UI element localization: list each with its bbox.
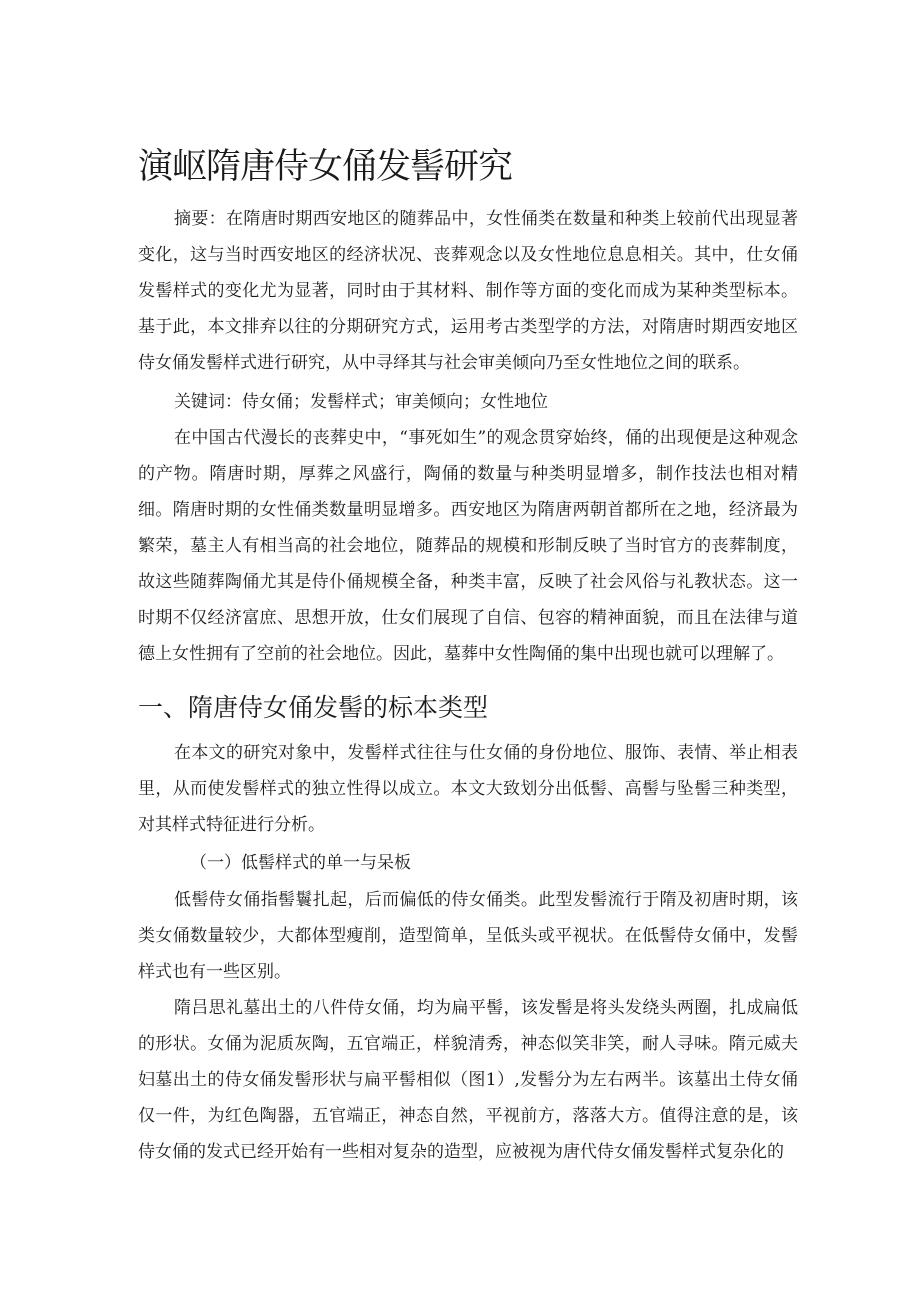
abstract-paragraph: 摘要：在隋唐时期西安地区的随葬品中，女性俑类在数量和种类上较前代出现显著变化，这与当时西安地区的经济状况、丧葬观念以及女性地位息息相关。其中，仕女俑发髻样式的变化尤为显著，同时由于其材料、制作等方面的变化而成为某种类型标本。基于此，本文排弃以往的分期研究方式，运用考古类型学的方法，对隋唐时期西安地区侍女俑发髻样式进行研究，从中寻绎其与社会审美倾向乃至女性地位之间的联系。 (138, 209, 798, 373)
intro-paragraph: 在中国古代漫长的丧葬史中，“事死如生”的观念贯穿始终，俑的出现便是这种观念的产物。隋唐时期，厚葬之风盛行，陶俑的数量与种类明显增多，制作技法也相对精细。隋唐时期的女性俑类数量明显增多。西安地区为隋唐两朝首都所在之地，经济最为繁荣，墓主人有相当高的社会地位，随葬品的规模和形制反映了当时官方的丧葬制度，故这些随葬陶俑尤其是侍仆俑规模全备，种类丰富，反映了社会风俗与礼教状态。这一时期不仅经济富庶、思想开放，仕女们展现了自信、包容的精神面貌，而且在法律与道德上女性拥有了空前的社会地位。因此，墓葬中女性陶俑的集中出现也就可以理解了。 (138, 428, 798, 664)
body-paragraph: 低髻侍女俑指髻鬟扎起，后而偏低的侍女俑类。此型发髻流行于隋及初唐时期，该类女俑数量较少，大都体型瘦削，造型简单，呈低头或平视状。在低髻侍女俑中，发髻样式也有一些区别。 (138, 890, 798, 982)
subsection-heading: （一）低髻样式的单一与呆板 (190, 853, 411, 873)
section-paragraph: 在本文的研究对象中，发髻样式往往与仕女俑的身份地位、服饰、表情、举止相表里，从而使发髻样式的独立性得以成立。本文大致划分出低髻、高髻与坠髻三种类型，对其样式特征进行分析。 (138, 743, 798, 835)
body-paragraph: 隋吕思礼墓出土的八件侍女俑，均为扁平髻，该发髻是将头发绕头两圈，扎成扁低的形状。女俑为泥质灰陶，五官端正，样貌清秀，神态似笑非笑，耐人寻味。隋元威夫妇墓出土的侍女俑发髻形状与扁平髻相似（图1）,发髻分为左右两半。该墓出土侍女俑仅一件，为红色陶器，五官端正，神态自然，平视前方，落落大方。值得注意的是，该侍女俑的发式已经开始有一些相对复杂的造型，应被视为唐代侍女俑发髻样式复杂化的 (138, 998, 798, 1162)
section-heading: 一、隋唐侍女俑发髻的标本类型 (138, 693, 489, 722)
keywords-line: 关键词：侍女俑；发髻样式；审美倾向；女性地位 (174, 392, 548, 412)
document-title: 演岖隋唐侍女俑发髻研究 (138, 147, 513, 187)
